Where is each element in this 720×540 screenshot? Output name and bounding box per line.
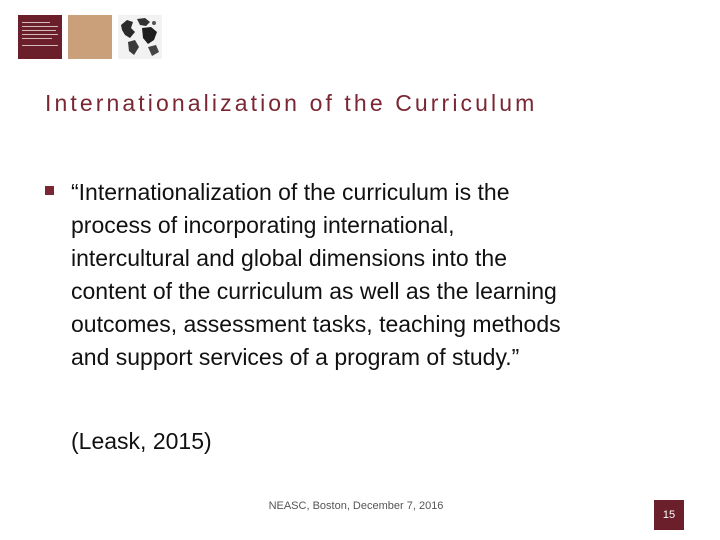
citation-text: (Leask, 2015) (71, 428, 212, 454)
logo-tan-block (68, 15, 112, 59)
page-number-badge: 15 (654, 500, 684, 530)
bullet-marker-icon (45, 186, 54, 195)
map-image (118, 15, 162, 59)
logo-maroon-block (18, 15, 62, 59)
bullet-quote-text: “Internationalization of the curriculum is the process of incorporating international, intercultural and global dimensions into the content of the curriculum as well as the learning outcomes, assessment tasks, teaching methods and support services of a program of study.” (71, 179, 561, 370)
world-map-icon (118, 15, 162, 59)
slide-title: Internationalization of the Curriculum (45, 90, 538, 116)
footer-text: NEASC, Boston, December 7, 2016 (268, 500, 444, 512)
